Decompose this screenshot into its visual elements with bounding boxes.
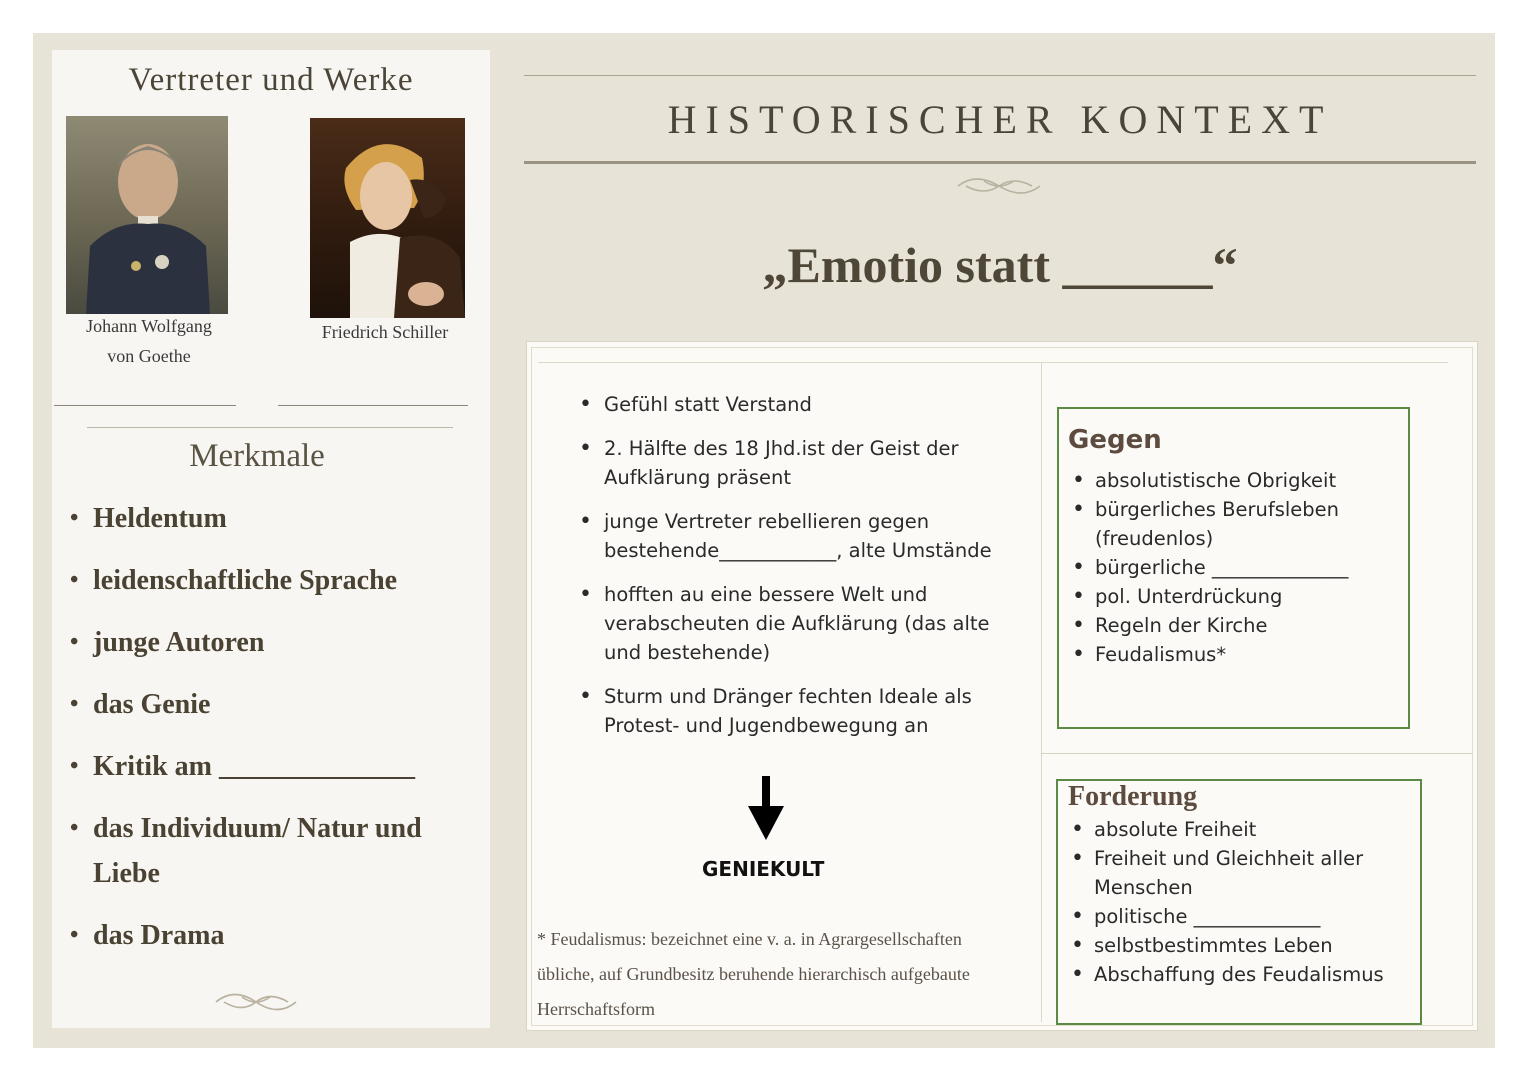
merkmale-list	[70, 496, 470, 975]
merkmal-item: • junge Autoren	[70, 620, 470, 665]
forderung-item: • selbstbestimmtes Leben	[1069, 931, 1414, 960]
forderung-item: • Abschaffung des Feudalismus	[1069, 960, 1414, 989]
merkmal-item: • leidenschaftliche Sprache	[70, 558, 470, 603]
goethe-portrait	[66, 116, 228, 314]
goethe-caption-line1: Johann Wolfgang	[86, 316, 212, 336]
gegen-item: • pol. Unterdrückung	[1070, 582, 1400, 611]
header-thick-rule	[524, 161, 1476, 164]
gegen-box	[1057, 407, 1410, 729]
forderung-list	[1069, 815, 1414, 989]
merkmale-divider	[87, 427, 453, 428]
context-item: • Gefühl statt Verstand	[579, 390, 1019, 419]
subtitle: „Emotio statt ______“	[762, 237, 1238, 293]
content-top-rule	[538, 362, 1448, 363]
merkmal-item: • Heldentum	[70, 496, 470, 541]
merkmal-item: • Kritik am ______________	[70, 744, 470, 789]
context-item: • Sturm und Dränger fechten Ideale als Protest- und Jugendbewegung an	[579, 682, 1019, 740]
gegen-item: • absolutistische Obrigkeit	[1070, 466, 1400, 495]
geniekult-label: GENIEKULT	[702, 857, 825, 881]
gegen-item: • Feudalismus*	[1070, 640, 1400, 669]
column-divider	[1041, 362, 1042, 1022]
header-thin-rule	[524, 75, 1476, 76]
flourish-ornament-icon	[954, 172, 1044, 200]
flourish-ornament-icon	[212, 987, 300, 1017]
forderung-item: • absolute Freiheit	[1069, 815, 1414, 844]
main-header: HISTORISCHER KONTEXT	[667, 97, 1333, 142]
schiller-caption: Friedrich Schiller	[321, 322, 449, 342]
divider-right	[278, 405, 468, 406]
vertreter-title: Vertreter und Werke	[128, 62, 414, 98]
gegen-title: Gegen	[1068, 425, 1162, 455]
gegen-item: • bürgerliche ______________	[1070, 553, 1400, 582]
forderung-item: • Freiheit und Gleichheit aller Menschen	[1069, 844, 1414, 902]
schiller-portrait	[310, 118, 465, 318]
right-row-divider	[1041, 753, 1473, 754]
forderung-title: Forderung	[1068, 781, 1198, 812]
context-item: • junge Vertreter rebellieren gegen bestehende____________, alte Umstände	[579, 507, 1019, 565]
divider-left	[54, 405, 236, 406]
context-list	[579, 390, 1019, 755]
context-item: • hofften au eine bessere Welt und verabscheuten die Aufklärung (das alte und bestehende)	[579, 580, 1019, 667]
gegen-list	[1070, 466, 1400, 669]
goethe-caption-line2: von Goethe	[107, 346, 191, 366]
merkmale-title: Merkmale	[189, 438, 325, 474]
footnote: * Feudalismus: bezeichnet eine v. a. in Agrargesellschaften übliche, auf Grundbesitz beruhende hierarchisch aufgebaute Herrschaftsform	[537, 929, 970, 1019]
forderung-box	[1056, 779, 1422, 1025]
merkmal-item: • das Drama	[70, 913, 470, 958]
forderung-item: • politische _____________	[1069, 902, 1414, 931]
context-item: • 2. Hälfte des 18 Jhd.ist der Geist der Aufklärung präsent	[579, 434, 1019, 492]
merkmal-item: • das Individuum/ Natur und Liebe	[70, 806, 470, 896]
goethe-caption	[66, 311, 232, 371]
gegen-item: • bürgerliches Berufsleben (freudenlos)	[1070, 495, 1400, 553]
merkmal-item: • das Genie	[70, 682, 470, 727]
arrow-down-icon	[748, 776, 784, 840]
gegen-item: • Regeln der Kirche	[1070, 611, 1400, 640]
